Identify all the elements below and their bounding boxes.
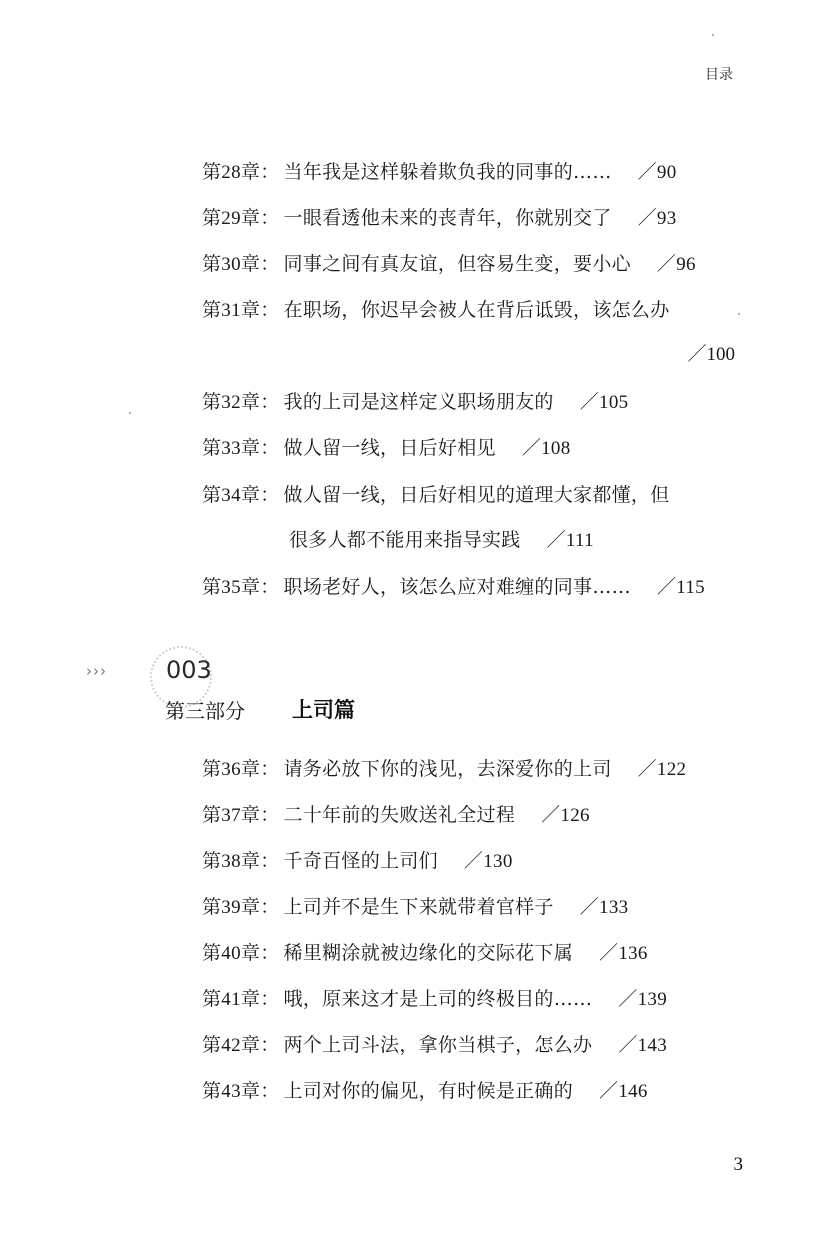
chapter-page: ／111 xyxy=(546,530,594,551)
scan-speck xyxy=(129,412,131,414)
part-label: 第三部分 xyxy=(165,699,245,723)
colon-separator: ： xyxy=(260,988,280,1010)
toc-entry-31[interactable] xyxy=(202,298,670,323)
chapter-number: 第39章 xyxy=(202,897,261,918)
chapter-page: ／136 xyxy=(599,943,648,964)
chapter-number: 第40章 xyxy=(202,943,261,964)
toc-entry-34[interactable] xyxy=(202,483,670,508)
colon-separator: ： xyxy=(260,484,280,506)
toc-entry-30[interactable] xyxy=(202,252,696,277)
chapter-page-31[interactable]: ／100 xyxy=(687,344,735,365)
chapter-title: 职场老好人，该怎么应对难缠的同事…… xyxy=(283,576,631,598)
chapter-title: 请务必放下你的浅见，去深爱你的上司 xyxy=(283,758,612,780)
chapter-page: ／139 xyxy=(618,989,668,1010)
chapter-page: ／105 xyxy=(579,392,629,413)
chapter-number: 第41章 xyxy=(202,989,261,1010)
colon-separator: ： xyxy=(260,804,280,826)
scan-speck xyxy=(738,313,740,315)
chapter-page: ／126 xyxy=(541,805,590,826)
chapter-title: 做人留一线，日后好相见的道理大家都懂，但 xyxy=(283,484,670,506)
toc-entry-38[interactable] xyxy=(202,849,513,874)
colon-separator: ： xyxy=(260,576,280,598)
chapter-page: ／108 xyxy=(521,438,571,459)
chapter-number: 第43章 xyxy=(202,1081,261,1102)
colon-separator: ： xyxy=(260,1080,280,1102)
colon-separator: ： xyxy=(260,299,280,321)
page-number: 3 xyxy=(733,1154,743,1175)
chapter-page: ／122 xyxy=(637,759,687,780)
chapter-page: ／115 xyxy=(656,577,705,598)
running-header: 目录 xyxy=(705,67,733,83)
colon-separator: ： xyxy=(260,942,280,964)
chapter-number: 第29章 xyxy=(202,208,261,229)
colon-separator: ： xyxy=(260,850,280,872)
chapter-number: 第36章 xyxy=(202,759,261,780)
chapter-number: 第37章 xyxy=(202,805,261,826)
chapter-title: 我的上司是这样定义职场朋友的 xyxy=(283,391,554,413)
toc-entry-35[interactable] xyxy=(202,575,705,600)
chapter-page: ／143 xyxy=(618,1035,668,1056)
chapter-title: 千奇百怪的上司们 xyxy=(283,850,438,872)
chapter-title: 两个上司斗法，拿你当棋子，怎么办 xyxy=(283,1034,593,1056)
chapter-page: ／146 xyxy=(599,1081,648,1102)
toc-entry-32[interactable] xyxy=(202,390,628,415)
chapter-title: 哦，原来这才是上司的终极目的…… xyxy=(283,988,593,1010)
toc-entry-36[interactable] xyxy=(202,757,686,782)
toc-entry-34-continuation[interactable] xyxy=(289,528,594,553)
chapter-title: 上司并不是生下来就带着官样子 xyxy=(283,896,554,918)
chapter-number: 第38章 xyxy=(202,851,261,872)
toc-entry-40[interactable] xyxy=(202,941,648,966)
colon-separator: ： xyxy=(260,896,280,918)
chapter-title: 一眼看透他未来的丧青年，你就别交了 xyxy=(283,207,612,229)
chapter-number: 第30章 xyxy=(202,254,261,275)
chapter-number: 第34章 xyxy=(202,485,261,506)
chapter-number: 第42章 xyxy=(202,1035,261,1056)
chapter-title: 做人留一线，日后好相见 xyxy=(283,437,496,459)
chapter-number: 第33章 xyxy=(202,438,261,459)
chapter-number: 第35章 xyxy=(202,577,261,598)
chapter-page: ／90 xyxy=(637,162,677,183)
scan-speck xyxy=(712,34,714,36)
chapter-page: ／130 xyxy=(463,851,513,872)
colon-separator: ： xyxy=(260,758,280,780)
chapter-title: 同事之间有真友谊，但容易生变，要小心 xyxy=(283,253,631,275)
toc-entry-43[interactable] xyxy=(202,1079,648,1104)
colon-separator: ： xyxy=(260,1034,280,1056)
chapter-title: 在职场，你迟早会被人在背后诋毁，该怎么办 xyxy=(283,299,670,321)
chapter-title: 当年我是这样躲着欺负我的同事的…… xyxy=(283,161,612,183)
chapter-title: 稀里糊涂就被边缘化的交际花下属 xyxy=(283,942,574,964)
part-title[interactable]: 上司篇 xyxy=(292,698,355,722)
colon-separator: ： xyxy=(260,391,280,413)
part-number: 003 xyxy=(166,656,212,684)
toc-entry-42[interactable] xyxy=(202,1033,667,1058)
toc-entry-41[interactable] xyxy=(202,987,667,1012)
toc-entry-29[interactable] xyxy=(202,206,677,231)
part-arrows-icon: ››› xyxy=(86,662,107,680)
chapter-title: 二十年前的失败送礼全过程 xyxy=(283,804,516,826)
chapter-title: 上司对你的偏见，有时候是正确的 xyxy=(283,1080,574,1102)
colon-separator: ： xyxy=(260,161,280,183)
toc-entry-33[interactable] xyxy=(202,436,571,461)
toc-entry-39[interactable] xyxy=(202,895,628,920)
chapter-page: ／96 xyxy=(656,254,696,275)
colon-separator: ： xyxy=(260,437,280,459)
toc-entry-37[interactable] xyxy=(202,803,590,828)
colon-separator: ： xyxy=(260,207,280,229)
chapter-page: ／133 xyxy=(579,897,629,918)
chapter-page: ／93 xyxy=(637,208,677,229)
chapter-number: 第32章 xyxy=(202,392,261,413)
colon-separator: ： xyxy=(260,253,280,275)
chapter-number: 第28章 xyxy=(202,162,261,183)
chapter-title-continued: 很多人都不能用来指导实践 xyxy=(289,529,521,551)
chapter-number: 第31章 xyxy=(202,300,261,321)
toc-entry-28[interactable] xyxy=(202,160,677,185)
